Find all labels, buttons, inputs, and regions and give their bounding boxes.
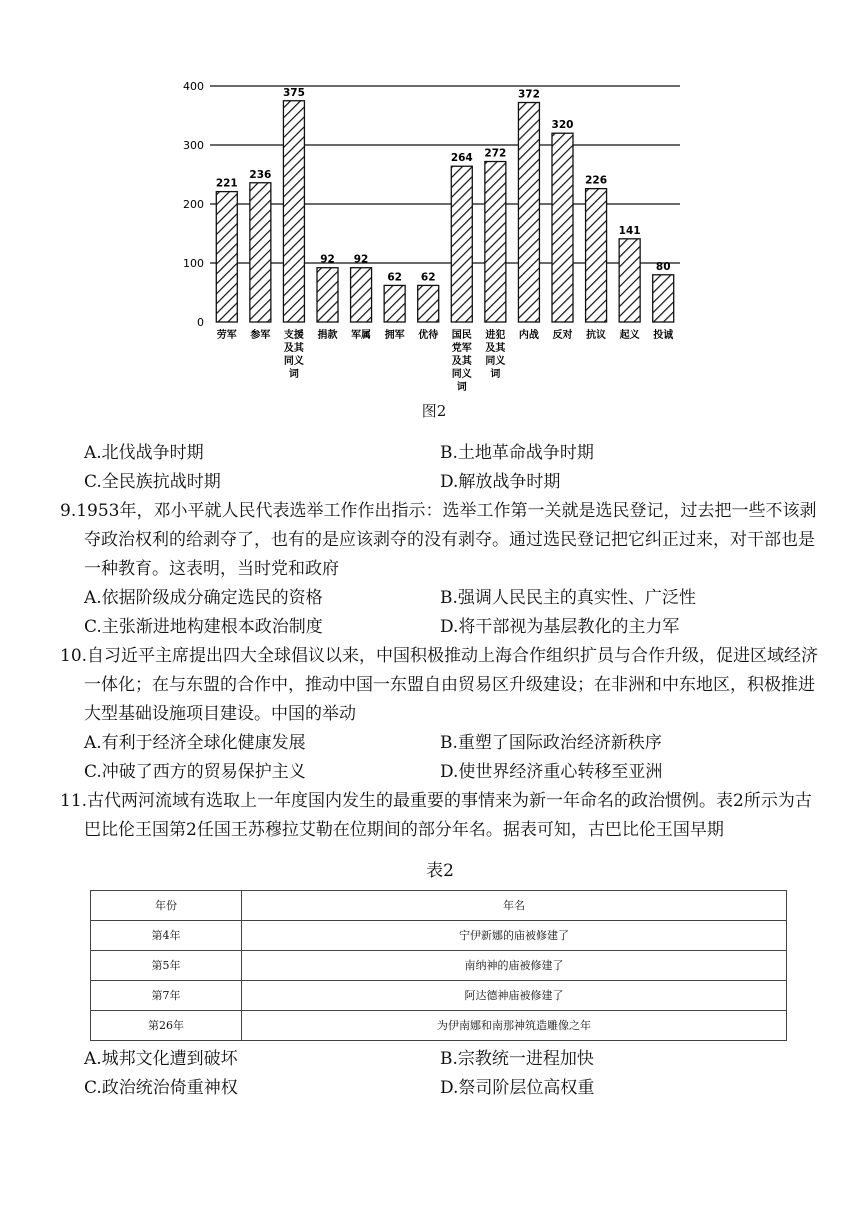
table-caption: 表2 xyxy=(426,861,454,881)
x-tick-label: 进犯及其同义词 xyxy=(485,330,506,380)
table-cell-name: 为伊南娜和南那神筑造雕像之年 xyxy=(242,1011,787,1041)
q9-option-a[interactable]: A.依据阶级成分确定选民的资格 xyxy=(84,588,323,608)
x-tick-label: 劳军 xyxy=(216,330,237,341)
bar-value-label: 221 xyxy=(215,177,238,190)
bar xyxy=(283,101,304,322)
bar xyxy=(250,183,271,322)
q10-option-d[interactable]: D.使世界经济重心转移至亚洲 xyxy=(440,762,663,782)
figure-caption: 图2 xyxy=(421,402,447,420)
table-cell-name: 宁伊新娜的庙被修建了 xyxy=(242,921,787,951)
q10-option-c[interactable]: C.冲破了西方的贸易保护主义 xyxy=(84,762,306,782)
table-cell-year: 第5年 xyxy=(91,951,242,981)
bar-chart xyxy=(180,72,700,402)
bar-value-label: 92 xyxy=(320,253,335,266)
table-header-year: 年份 xyxy=(91,891,242,921)
questions-block xyxy=(60,439,820,1103)
table-header-name: 年名 xyxy=(242,891,787,921)
bar-value-label: 62 xyxy=(387,271,402,284)
bar-value-label: 226 xyxy=(585,174,608,187)
q8-option-d[interactable]: D.解放战争时期 xyxy=(440,472,561,492)
y-tick-label: 400 xyxy=(183,80,204,93)
bar-value-label: 236 xyxy=(249,168,272,181)
x-tick-label: 反对 xyxy=(552,330,573,341)
q10-option-b[interactable]: B.重塑了国际政治经济新秩序 xyxy=(440,733,662,753)
bar-value-label: 80 xyxy=(655,260,671,273)
q8-option-a[interactable]: A.北伐战争时期 xyxy=(84,443,204,463)
q9-option-c[interactable]: C.主张渐进地构建根本政治制度 xyxy=(84,617,323,637)
table-cell-name: 南纳神的庙被修建了 xyxy=(242,951,787,981)
q9-options xyxy=(60,584,820,642)
q9-option-b[interactable]: B.强调人民民主的真实性、广泛性 xyxy=(440,588,696,608)
q11-option-d[interactable]: D.祭司阶层位高权重 xyxy=(440,1078,595,1098)
q8-options xyxy=(60,439,820,497)
bar-value-label: 372 xyxy=(517,88,540,101)
bar-value-label: 141 xyxy=(618,224,641,237)
table-row xyxy=(91,951,787,981)
bar xyxy=(451,166,472,322)
x-tick-label: 起义 xyxy=(619,330,640,341)
bar-value-label: 264 xyxy=(450,152,473,165)
table-cell-year: 第7年 xyxy=(91,981,242,1011)
bar xyxy=(317,268,338,322)
x-tick-label: 拥军 xyxy=(384,330,405,341)
bar xyxy=(518,103,539,322)
year-names-table xyxy=(90,890,787,1041)
bar xyxy=(552,133,573,322)
x-tick-label: 内战 xyxy=(518,330,539,341)
table-cell-name: 阿达德神庙被修建了 xyxy=(242,981,787,1011)
x-tick-label: 投诚 xyxy=(653,330,674,341)
x-tick-label: 捐款 xyxy=(317,330,338,341)
bar xyxy=(384,285,405,322)
y-tick-label: 0 xyxy=(197,316,204,329)
table-row xyxy=(91,921,787,951)
table-row xyxy=(91,1011,787,1041)
table-cell-year: 第4年 xyxy=(91,921,242,951)
q11-option-b[interactable]: B.宗教统一进程加快 xyxy=(440,1049,594,1069)
q11-option-c[interactable]: C.政治统治倚重神权 xyxy=(84,1078,238,1098)
bar-value-label: 92 xyxy=(353,253,369,266)
bar xyxy=(485,162,506,322)
q11-option-a[interactable]: A.城邦文化遭到破坏 xyxy=(84,1049,238,1069)
q10-stem: 10.自习近平主席提出四大全球倡议以来，中国积极推动上海合作组织扩员与合作升级，促进区域经济一体化；在与东盟的合作中，推动中国一东盟自由贸易区升级建设；在非洲和中东地区，积极推进大型基础设施项目建设。中国的举动 xyxy=(60,646,819,724)
q8-option-b[interactable]: B.土地革命战争时期 xyxy=(440,443,594,463)
bar xyxy=(619,239,640,322)
bar xyxy=(653,275,674,322)
y-tick-label: 200 xyxy=(183,198,204,211)
q9-option-d[interactable]: D.将干部视为基层教化的主力军 xyxy=(440,617,680,637)
q10-option-a[interactable]: A.有利于经济全球化健康发展 xyxy=(84,733,306,753)
q10-options xyxy=(60,729,820,787)
x-tick-label: 支援及其同义词 xyxy=(283,330,304,380)
table-row xyxy=(91,981,787,1011)
bar xyxy=(216,192,237,322)
x-tick-label: 军属 xyxy=(351,330,372,341)
bar xyxy=(586,189,607,322)
bar-value-label: 375 xyxy=(282,86,305,99)
x-tick-label: 国民党军及其同义词 xyxy=(451,330,472,393)
q8-option-c[interactable]: C.全民族抗战时期 xyxy=(84,472,221,492)
x-tick-label: 抗议 xyxy=(586,330,607,341)
bar-value-label: 272 xyxy=(484,147,507,160)
bar xyxy=(418,285,439,322)
y-tick-label: 100 xyxy=(183,257,204,270)
x-tick-label: 参军 xyxy=(250,330,271,341)
q11-options xyxy=(60,1045,820,1103)
table-cell-year: 第26年 xyxy=(91,1011,242,1041)
table-header-row xyxy=(91,891,787,921)
bar xyxy=(351,268,372,322)
bar-value-label: 320 xyxy=(551,119,574,132)
q9-stem: 9.1953年，邓小平就人民代表选举工作作出指示：选举工作第一关就是选民登记，过去把一些不该剥夺政治权利的给剥夺了，也有的是应该剥夺的没有剥夺。通过选民登记把它纠正过来，对干部也是一种教育。这表明，当时党和政府 xyxy=(60,501,817,579)
x-tick-label: 优待 xyxy=(418,330,439,341)
q11-stem: 11.古代两河流域有选取上一年度国内发生的最重要的事情来为新一年命名的政治惯例。表2所示为古巴比伦王国第2任国王苏穆拉艾勒在位期间的部分年名。据表可知，古巴比伦王国早期 xyxy=(60,791,812,840)
bar-value-label: 62 xyxy=(420,271,436,284)
y-tick-label: 300 xyxy=(183,139,204,152)
